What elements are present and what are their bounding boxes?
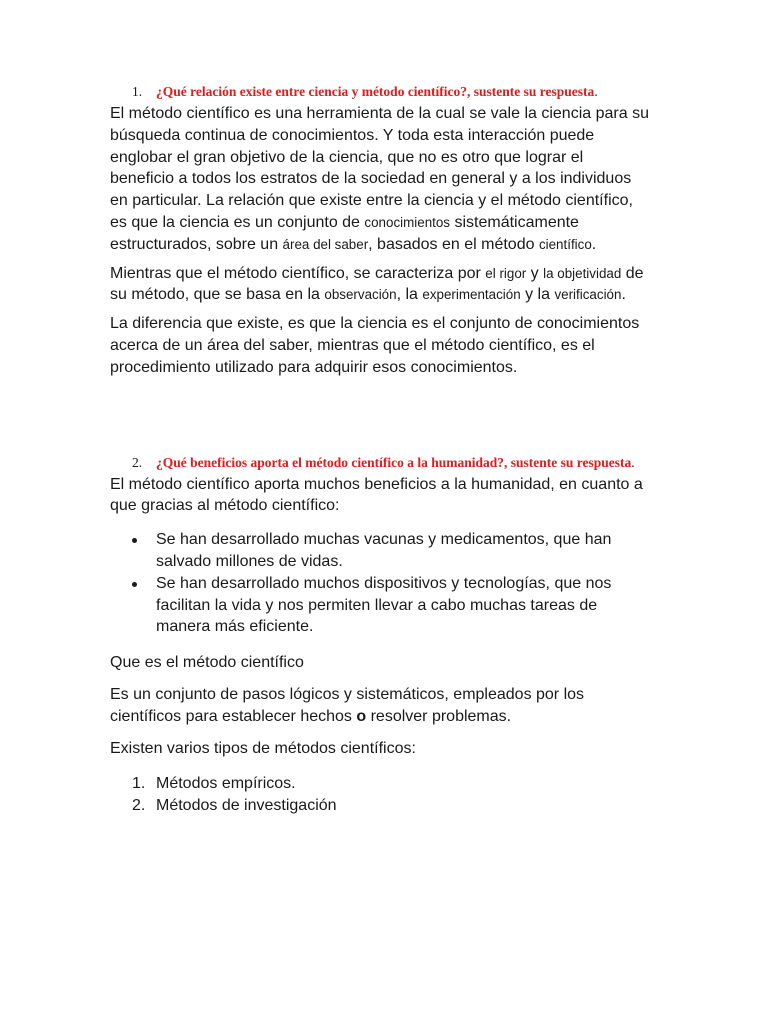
question-2-text: ¿Qué beneficios aporta el método científico a la humanidad?, sustente su respuesta — [156, 454, 632, 470]
list-item: Se han desarrollado muchos dispositivos y tecnologías, que nos facilitan la vida y nos permiten llevar a cabo muchas tareas de manera más eficiente. — [110, 573, 650, 638]
document-page — [110, 84, 650, 817]
question-2: 2. ¿Qué beneficios aporta el método científico a la humanidad?, sustente su respuesta. — [132, 454, 635, 470]
question-1-text: ¿Qué relación existe entre ciencia y método científico?, sustente su respuesta — [156, 84, 595, 99]
question-1-number: 1. — [132, 84, 143, 99]
answer-1-paragraph-3: La diferencia que existe, es que la ciencia es el conjunto de conocimientos acerca de un área del saber, mientras que el método científico, es el procedimiento utilizado para adquirir esos conocimientos. — [110, 315, 640, 376]
section-3-heading: Que es el método científico — [110, 654, 304, 672]
answer-1-paragraph-1: El método científico es una herramienta de la cual se vale la ciencia para su búsqueda continua de conocimientos. Y toda esta interacción puede englobar el gran objetivo de la ciencia, que no es otro que lograr el beneficio a todos los estratos de la sociedad en general y a los individuos en particular. La relación que existe entre la ciencia y el método científico, es que la ciencia es un conjunto de conocimientos sistemáticamente estructurados, sobre un área del saber, basados en el método científico. — [110, 105, 649, 253]
list-item: 1. Métodos empíricos. — [132, 775, 296, 793]
types-list — [110, 773, 650, 817]
answer-1-paragraph-2: Mientras que el método científico, se caracteriza por el rigor y la objetividad de su método, que se basa en la observación, la experimentación y la verificación. — [110, 264, 644, 304]
bullet-icon — [132, 538, 137, 543]
section-3-definition: Es un conjunto de pasos lógicos y sistemáticos, empleados por los científicos para establecer hechos o resolver problemas. — [110, 685, 585, 725]
answer-2-intro: El método científico aporta muchos beneficios a la humanidad, en cuanto a que gracias al método científico: — [110, 475, 643, 515]
list-item: Se han desarrollado muchas vacunas y medicamentos, que han salvado millones de vidas. — [110, 529, 650, 573]
section-3-types-intro: Existen varios tipos de métodos científicos: — [110, 739, 416, 757]
question-2-number: 2. — [132, 454, 143, 470]
bullet-icon — [132, 582, 137, 587]
question-1: 1. ¿Qué relación existe entre ciencia y método científico?, sustente su respuesta. — [132, 84, 598, 99]
benefits-list — [110, 529, 650, 638]
list-item: 2. Métodos de investigación — [132, 797, 337, 815]
